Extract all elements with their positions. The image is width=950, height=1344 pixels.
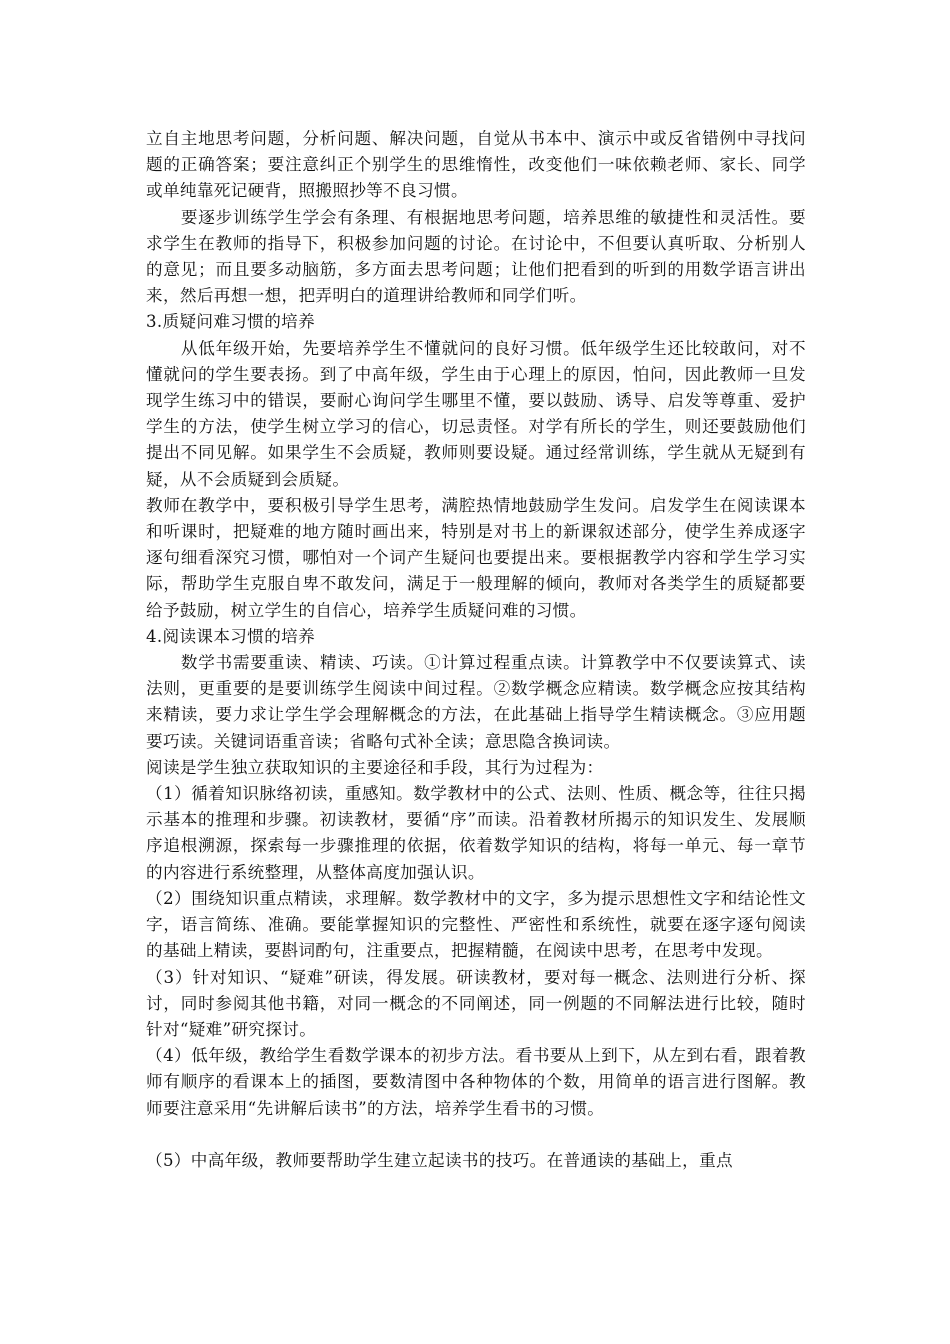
paragraph-reading-methods: 数学书需要重读、精读、巧读。①计算过程重点读。计算教学中不仅要读算式、读法则，更重要的是要训练学生阅读中间过程。②数学概念应精读。数学概念应按其结构来精读，要力求让学生学会理解概念的方法，在此基础上指导学生精读概念。③应用题要巧读。关键词语重音读；省略句式补全读；意思隐含换词读。 bbox=[146, 653, 806, 751]
list-item-2: （2）围绕知识重点精读，求理解。数学教材中的文字，多为提示思想性文字和结论性文字，语言简练、准确。要能掌握知识的完整性、严密性和系统性，就要在逐字逐句阅读的基础上精读，要斟词酌句，注重要点，把握精髓，在阅读中思考，在思考中发现。 bbox=[146, 888, 806, 961]
paragraph-questioning-habit: 从低年级开始，先要培养学生不懂就问的良好习惯。低年级学生还比较敢问，对不懂就问的学生要表扬。到了中高年级，学生由于心理上的原因，怕问，因此教师一旦发现学生练习中的错误，要耐心询问学生哪里不懂，要以鼓励、诱导、启发等尊重、爱护学生的方法，使学生树立学习的信心，切忌责怪。对学有所长的学生，则还要鼓励他们提出不同见解。如果学生不会质疑，教师则要设疑。通过经常训练，学生就从无疑到有疑，从不会质疑到会质疑。 bbox=[146, 338, 806, 489]
list-item-5: （5）中高年级，教师要帮助学生建立起读书的技巧。在普通读的基础上，重点 bbox=[146, 1150, 733, 1170]
list-item-4: （4）低年级，教给学生看数学课本的初步方法。看书要从上到下，从左到右看，跟着教师有顺序的看课本上的插图，要数清图中各种物体的个数，用简单的语言进行图解。教师要注意采用“先讲解后读书”的方法，培养学生看书的习惯。 bbox=[146, 1046, 806, 1118]
paragraph-teacher-guidance: 教师在教学中，要积极引导学生思考，满腔热情地鼓励学生发问。启发学生在阅读课本和听课时，把疑难的地方随时画出来，特别是对书上的新课叙述部分，使学生养成逐字逐句细看深究习惯，哪怕对一个词产生疑问也要提出来。要根据教学内容和学生学习实际，帮助学生克服自卑不敢发问，满足于一般理解的倾向，教师对各类学生的质疑都要给予鼓励，树立学生的自信心，培养学生质疑问难的习惯。 bbox=[146, 495, 806, 620]
list-item-1: （1）循着知识脉络初读，重感知。数学教材中的公式、法则、性质、概念等，往往只揭示基本的推理和步骤。初读教材，要循“序”而读。沿着教材所揭示的知识发生、发展顺序追根溯源，探索每一步骤推理的依据，依着数学知识的结构，将每一单元、每一章节的内容进行系统整理，从整体高度加强认识。 bbox=[146, 784, 806, 882]
paragraph-continuation: 立自主地思考问题，分析问题、解决问题，自觉从书本中、演示中或反省错例中寻找问题的正确答案；要注意纠正个别学生的思维惰性，改变他们一味依赖老师、家长、同学或单纯靠死记硬背，照搬照抄等不良习惯。 bbox=[146, 129, 806, 201]
section-heading-questioning: 3.质疑问难习惯的培养 bbox=[146, 312, 316, 332]
paragraph-thinking-training: 要逐步训练学生学会有条理、有根据地思考问题，培养思维的敏捷性和灵活性。要求学生在教师的指导下，积极参加问题的讨论。在讨论中，不但要认真听取、分析别人的意见；而且要多动脑筋，多方面去思考问题；让他们把看到的听到的用数学语言讲出来，然后再想一想，把弄明白的道理讲给教师和同学们听。 bbox=[146, 207, 806, 306]
section-heading-reading: 4.阅读课本习惯的培养 bbox=[146, 626, 316, 646]
document-body bbox=[146, 126, 806, 1174]
list-item-3: （3）针对知识、“疑难”研读，得发展。研读教材，要对每一概念、法则进行分析、探讨，同时参阅其他书籍，对同一概念的不同阐述，同一例题的不同解法进行比较，随时针对“疑难”研究探讨。 bbox=[146, 967, 806, 1039]
paragraph-reading-process: 阅读是学生独立获取知识的主要途径和手段，其行为过程为： bbox=[146, 757, 604, 777]
